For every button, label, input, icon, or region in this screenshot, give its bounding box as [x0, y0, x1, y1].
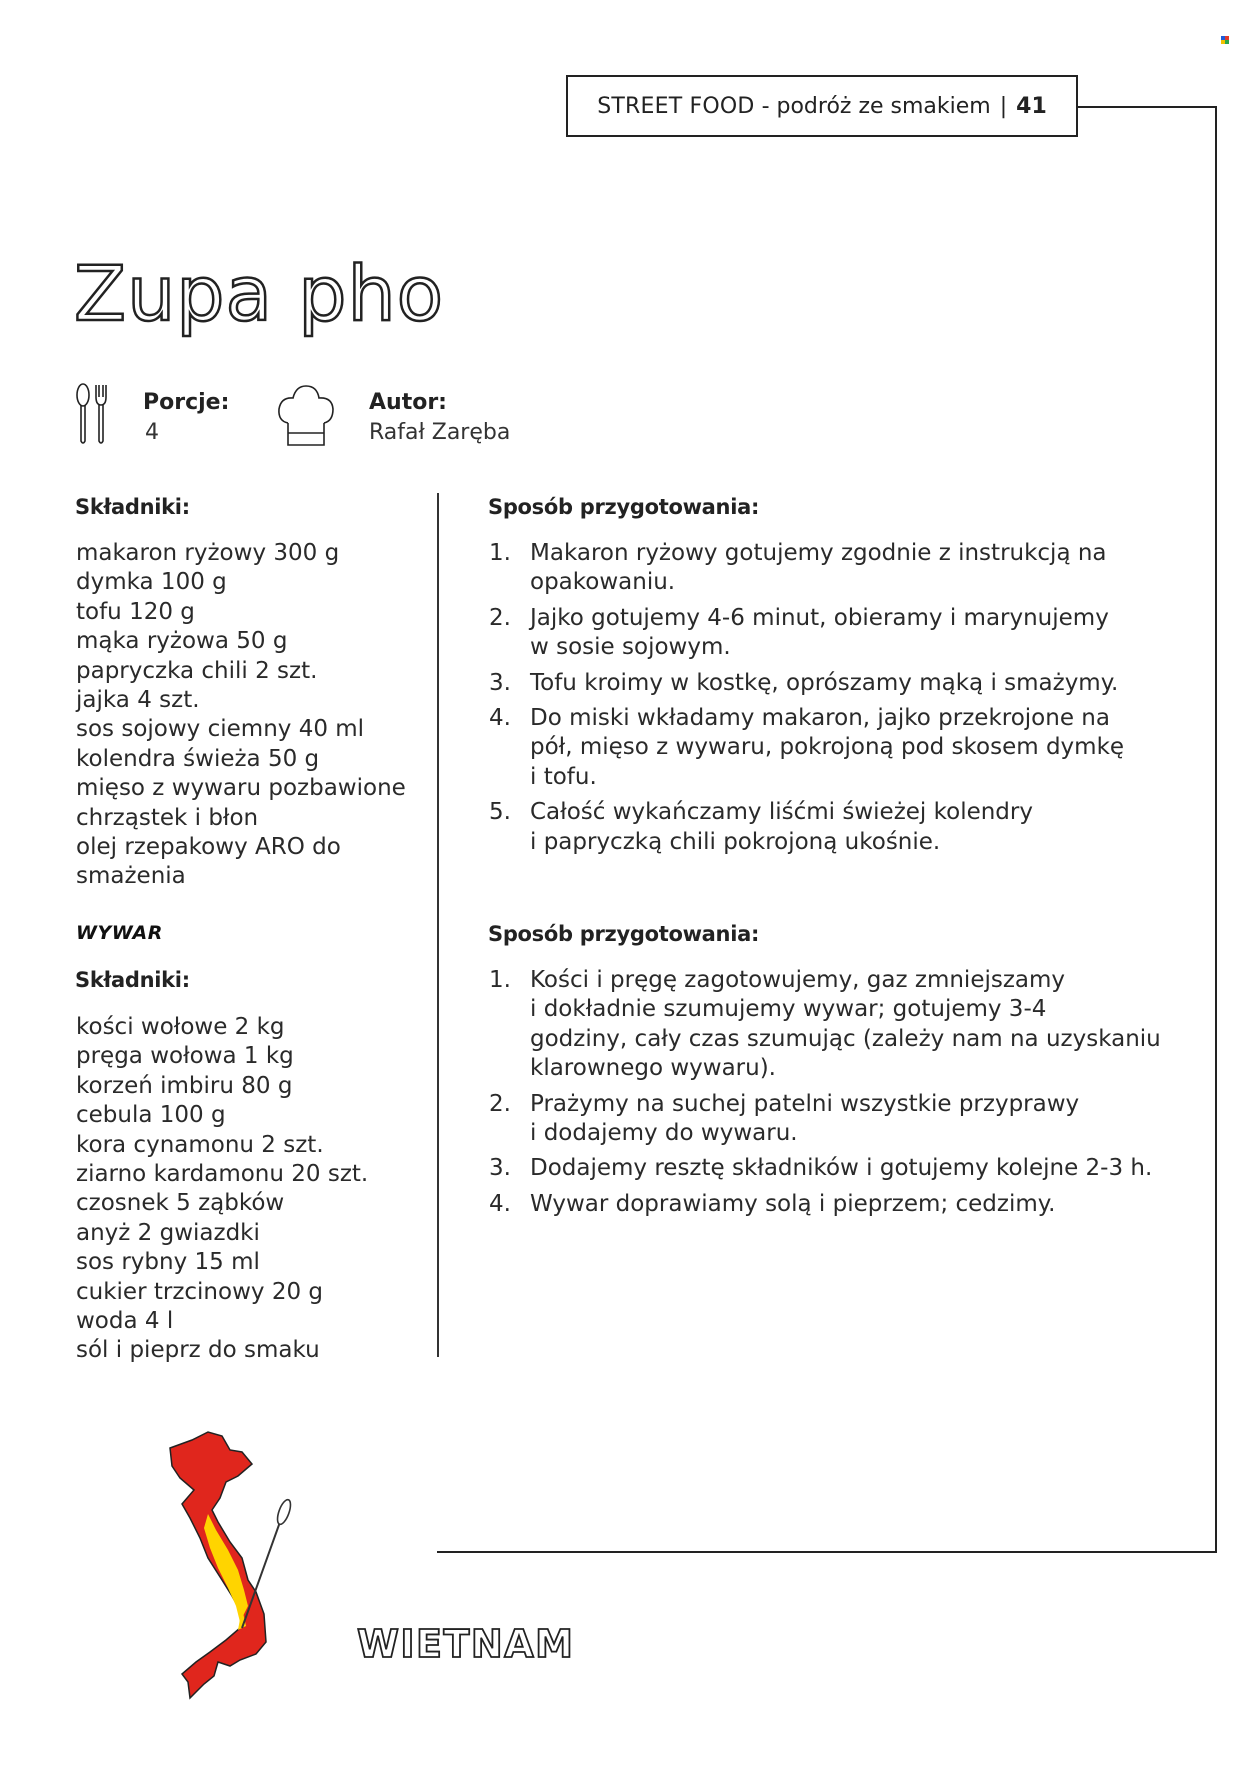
series-subtitle: - podróż ze smakiem [761, 93, 991, 119]
list-item: kości wołowe 2 kg [76, 1014, 285, 1040]
frame-line-top [1078, 106, 1215, 108]
list-item: papryczka chili 2 szt. [76, 657, 318, 684]
author-label: Autor: [369, 390, 447, 415]
broth-method-heading: Sposób przygotowania: [488, 922, 760, 946]
list-item: ziarno kardamonu 20 szt. [76, 1161, 369, 1188]
list-item: sól i pieprz do smaku [76, 1337, 320, 1364]
list-item: anyż 2 gwiazdki [76, 1219, 260, 1246]
country-label: WIETNAM [357, 1622, 575, 1666]
list-item: pręga wołowa 1 kg [76, 1043, 294, 1070]
list-item: sos rybny 15 ml [76, 1249, 260, 1276]
list-item: tofu 120 g [76, 598, 195, 625]
method-steps [489, 539, 1179, 863]
column-divider [437, 493, 439, 1357]
list-item: woda 4 l [76, 1308, 174, 1335]
broth-ingredients-list [76, 1013, 368, 1366]
step-item: 5. Całość wykańczamy liśćmi świeżej kolendry i papryczką chili pokrojoną ukośnie. [489, 799, 1033, 855]
color-dots-icon [1221, 36, 1233, 44]
step-item: 1. Makaron ryżowy gotujemy zgodnie z instrukcją na opakowaniu. [489, 540, 1107, 596]
frame-line-bottom [437, 1551, 1217, 1553]
page-header [566, 75, 1078, 137]
list-item: kora cynamonu 2 szt. [76, 1131, 324, 1158]
fork-spoon-icon [74, 383, 112, 447]
author-value: Rafał Zaręba [369, 420, 511, 445]
step-item: 4. Wywar doprawiamy solą i pieprzem; cedzimy. [489, 1190, 1056, 1217]
list-item: cukier trzcinowy 20 g [76, 1278, 323, 1305]
frame-line-right [1215, 106, 1217, 1553]
method-heading: Sposób przygotowania: [488, 495, 760, 519]
step-item: 1. Kości i pręgę zagotowujemy, gaz zmniejszamy i dokładnie szumujemy wywar; gotujemy 3-4 godziny, cały czas szumując (zależy nam na uzyskaniu klarownego wywaru). [489, 967, 1161, 1082]
broth-subheading: WYWAR [76, 922, 163, 944]
broth-method-steps [489, 966, 1179, 1225]
list-item: cebula 100 g [76, 1102, 226, 1129]
ingredients-heading: Składniki: [75, 495, 190, 519]
servings-label: Porcje: [143, 390, 230, 415]
list-item: makaron ryżowy 300 g [76, 540, 340, 566]
step-item: 2. Prażymy na suchej patelni wszystkie przyprawy i dodajemy do wywaru. [489, 1090, 1080, 1147]
step-item: 3. Dodajemy resztę składników i gotujemy kolejne 2-3 h. [489, 1155, 1153, 1182]
step-item: 2. Jajko gotujemy 4-6 minut, obieramy i marynujemy w sosie sojowym. [489, 604, 1109, 661]
ingredients-list [76, 539, 406, 892]
step-item: 3. Tofu kroimy w kostkę, oprószamy mąką i smażymy. [489, 669, 1119, 696]
list-item: kolendra świeża 50 g [76, 745, 320, 772]
list-item: chrząstek i błon [76, 804, 259, 831]
list-item: mięso z wywaru pozbawione [76, 775, 406, 802]
list-item: smażenia [76, 863, 186, 890]
series-title: STREET FOOD [597, 93, 755, 119]
list-item: czosnek 5 ząbków [76, 1190, 285, 1217]
list-item: korzeń imbiru 80 g [76, 1072, 293, 1099]
header-separator: | [999, 93, 1008, 119]
recipe-title: Zupa pho [74, 249, 445, 338]
list-item: mąka ryżowa 50 g [76, 628, 288, 655]
list-item: dymka 100 g [76, 569, 227, 596]
servings-value: 4 [145, 420, 159, 445]
broth-ingredients-heading: Składniki: [75, 968, 190, 992]
step-item: 4. Do miski wkładamy makaron, jajko przekrojone na pół, mięso z wywaru, pokrojoną pod skosem dymkę i tofu. [489, 705, 1125, 790]
list-item: jajka 4 szt. [76, 687, 200, 714]
page-number: 41 [1016, 93, 1047, 119]
chef-hat-icon [276, 383, 336, 447]
list-item: olej rzepakowy ARO do [76, 834, 341, 861]
list-item: sos sojowy ciemny 40 ml [76, 716, 365, 743]
vietnam-map-icon [160, 1430, 330, 1705]
